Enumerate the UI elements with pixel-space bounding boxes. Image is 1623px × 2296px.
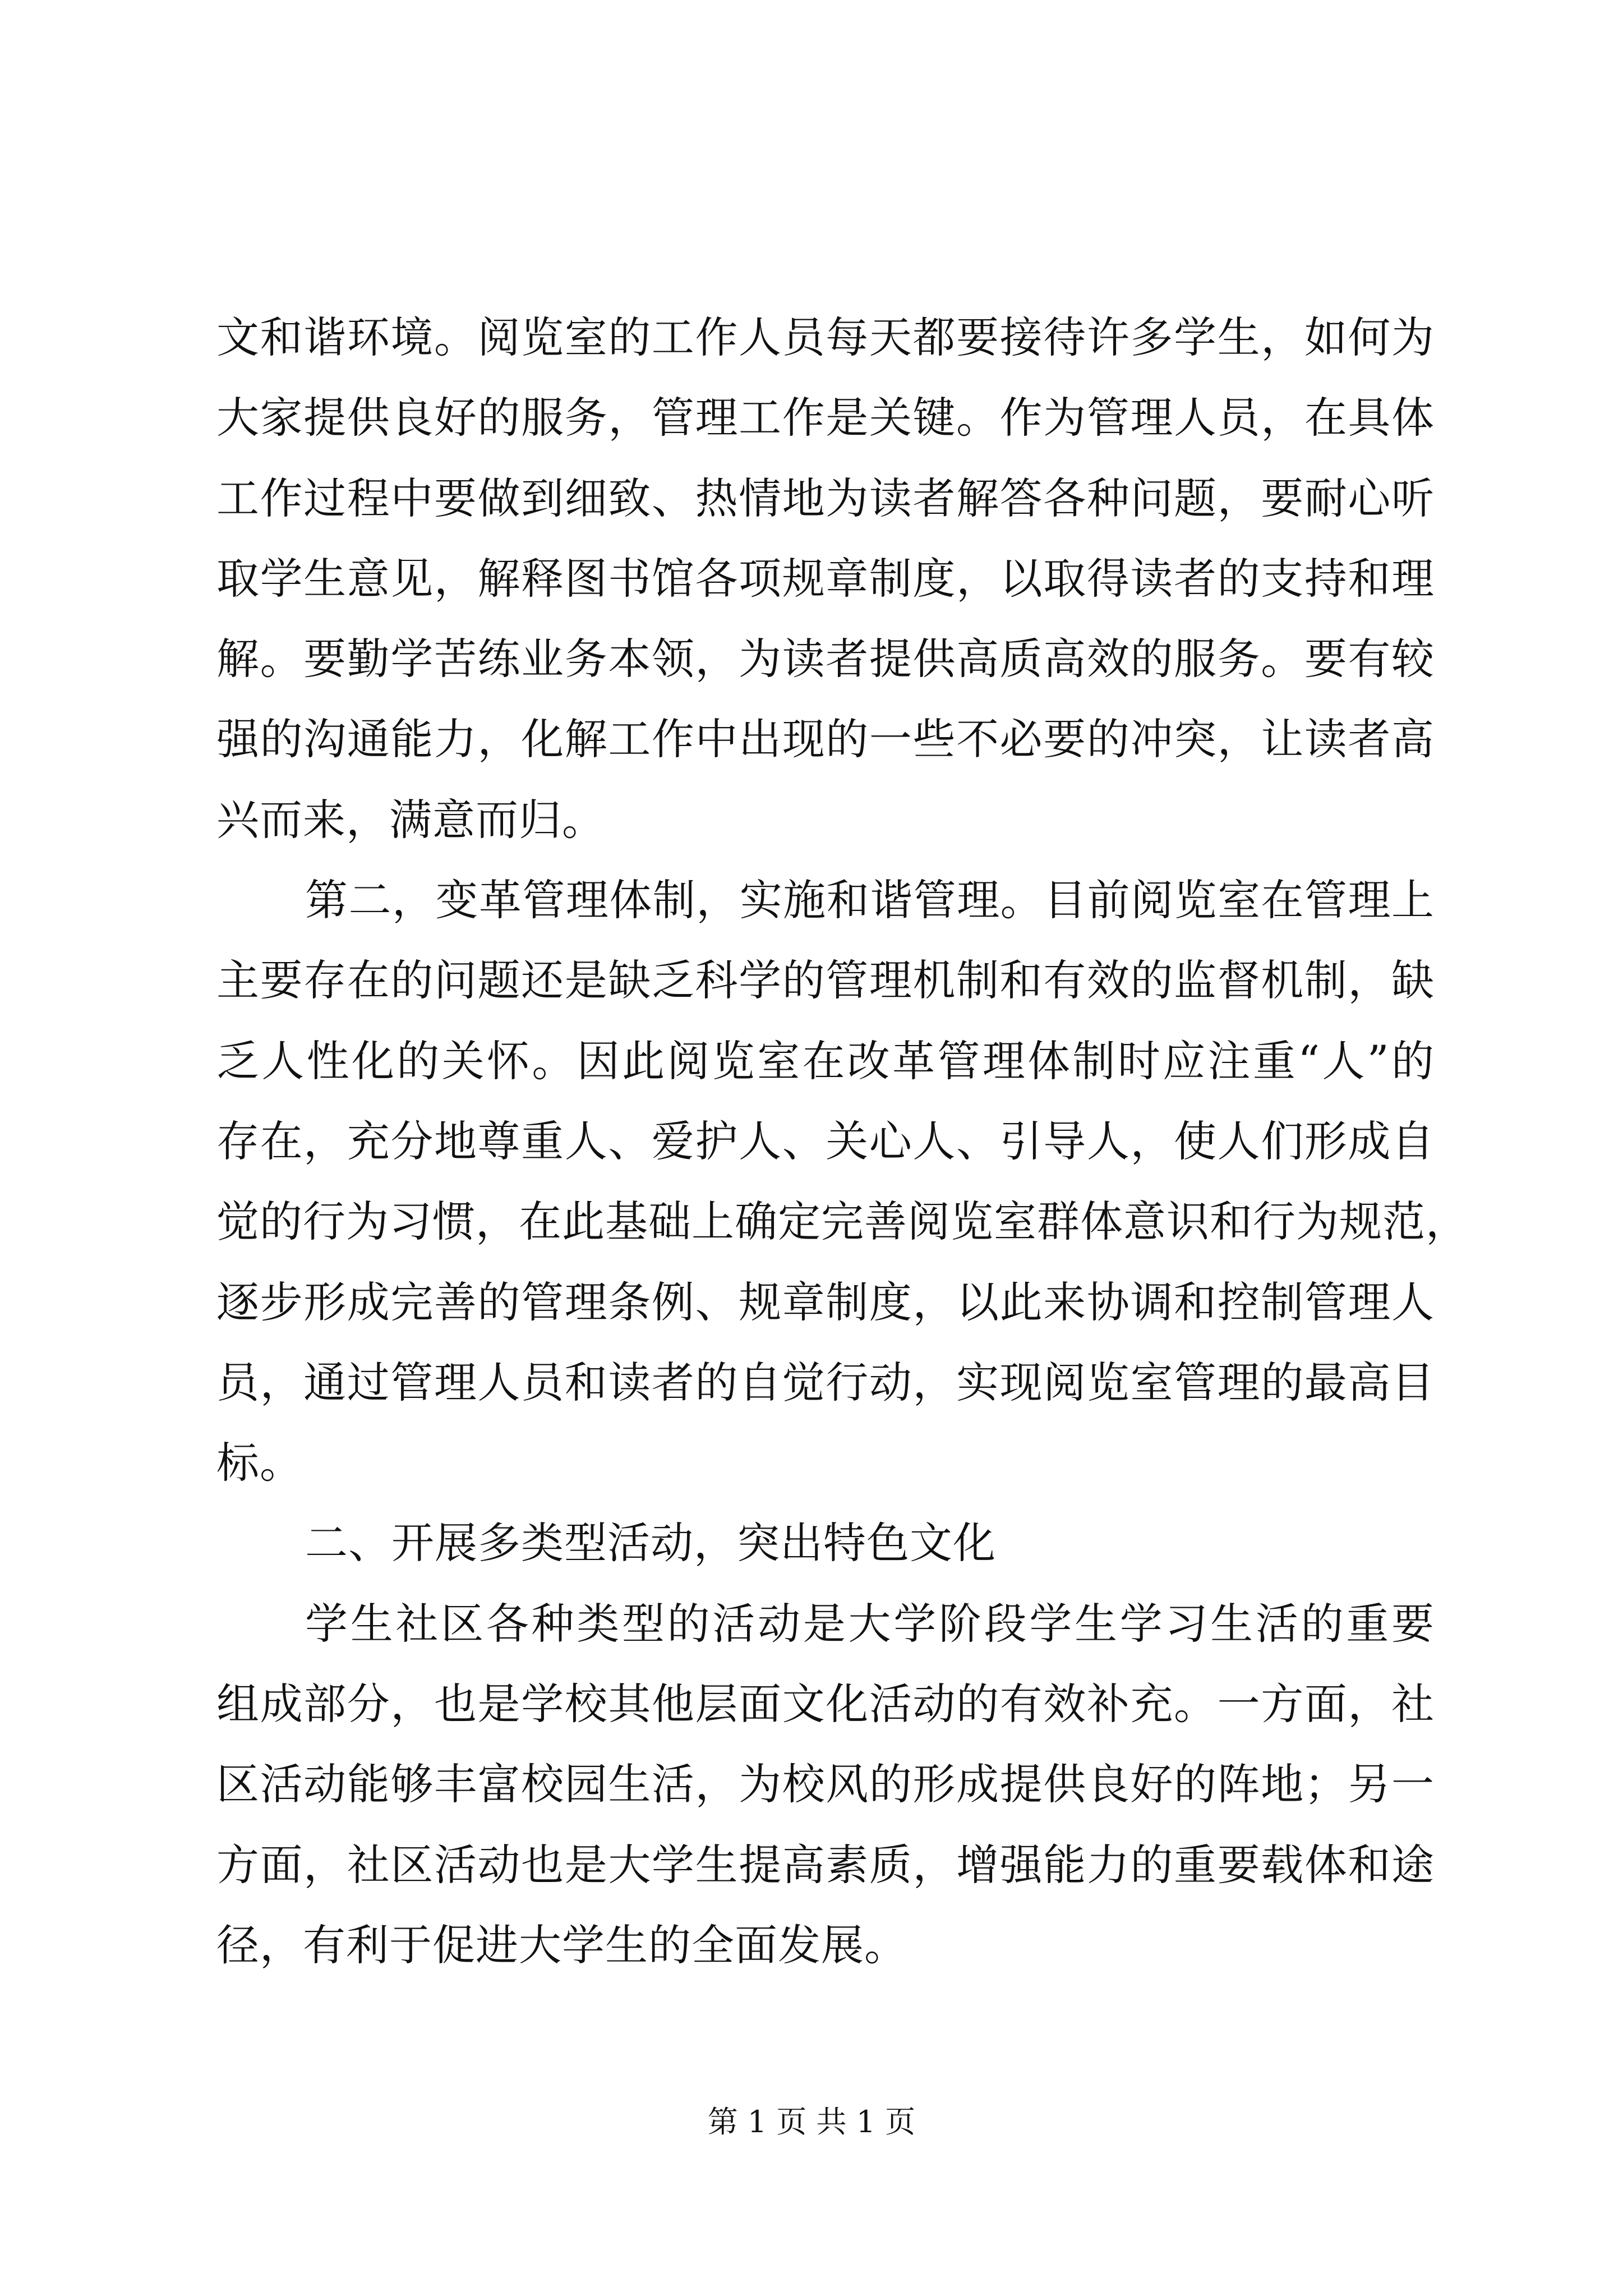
text-line: 文和谐环境。阅览室的工作人员每天都要接待许多学生，如何为 — [216, 312, 1435, 362]
text-line: 强的沟通能力，化解工作中出现的一些不必要的冲突，让读者高 — [216, 714, 1435, 765]
text-line: 乏人性化的关怀。因此阅览室在改革管理体制时应注重“人”的 — [216, 1036, 1435, 1086]
text-line: 工作过程中要做到细致、热情地为读者解答各种问题，要耐心听 — [216, 473, 1435, 523]
text-line: 员，通过管理人员和读者的自觉行动，实现阅览室管理的最高目 — [216, 1357, 1435, 1407]
paragraph-heading-line: 第二，变革管理体制，实施和谐管理。目前阅览室在管理上 — [305, 875, 1435, 926]
text-line: 兴而来，满意而归。 — [216, 794, 605, 845]
text-line: 取学生意见，解释图书馆各项规章制度，以取得读者的支持和理 — [216, 553, 1435, 604]
section-heading: 二、开展多类型活动，突出特色文化 — [305, 1518, 996, 1568]
text-line: 区活动能够丰富校园生活，为校风的形成提供良好的阵地；另一 — [216, 1759, 1435, 1810]
text-line: 觉的行为习惯，在此基础上确定完善阅览室群体意识和行为规范， — [216, 1197, 1469, 1247]
text-line: 逐步形成完善的管理条例、规章制度，以此来协调和控制管理人 — [216, 1277, 1435, 1327]
text-line: 学生社区各种类型的活动是大学阶段学生学习生活的重要 — [305, 1598, 1435, 1649]
text-line: 径，有利于促进大学生的全面发展。 — [216, 1920, 907, 1970]
text-line: 解。要勤学苦练业务本领，为读者提供高质高效的服务。要有较 — [216, 634, 1435, 684]
text-line: 主要存在的问题还是缺乏科学的管理机制和有效的监督机制，缺 — [216, 955, 1435, 1006]
text-line: 方面，社区活动也是大学生提高素质，增强能力的重要载体和途 — [216, 1839, 1435, 1890]
text-line: 标。 — [216, 1438, 303, 1488]
text-line: 大家提供良好的服务，管理工作是关键。作为管理人员，在具体 — [216, 393, 1435, 443]
document-body — [216, 297, 1469, 1985]
text-line: 组成部分，也是学校其他层面文化活动的有效补充。一方面，社 — [216, 1679, 1435, 1729]
page-number-footer: 第 1 页 共 1 页 — [707, 2104, 916, 2139]
text-line: 存在，充分地尊重人、爱护人、关心人、引导人，使人们形成自 — [216, 1116, 1435, 1166]
